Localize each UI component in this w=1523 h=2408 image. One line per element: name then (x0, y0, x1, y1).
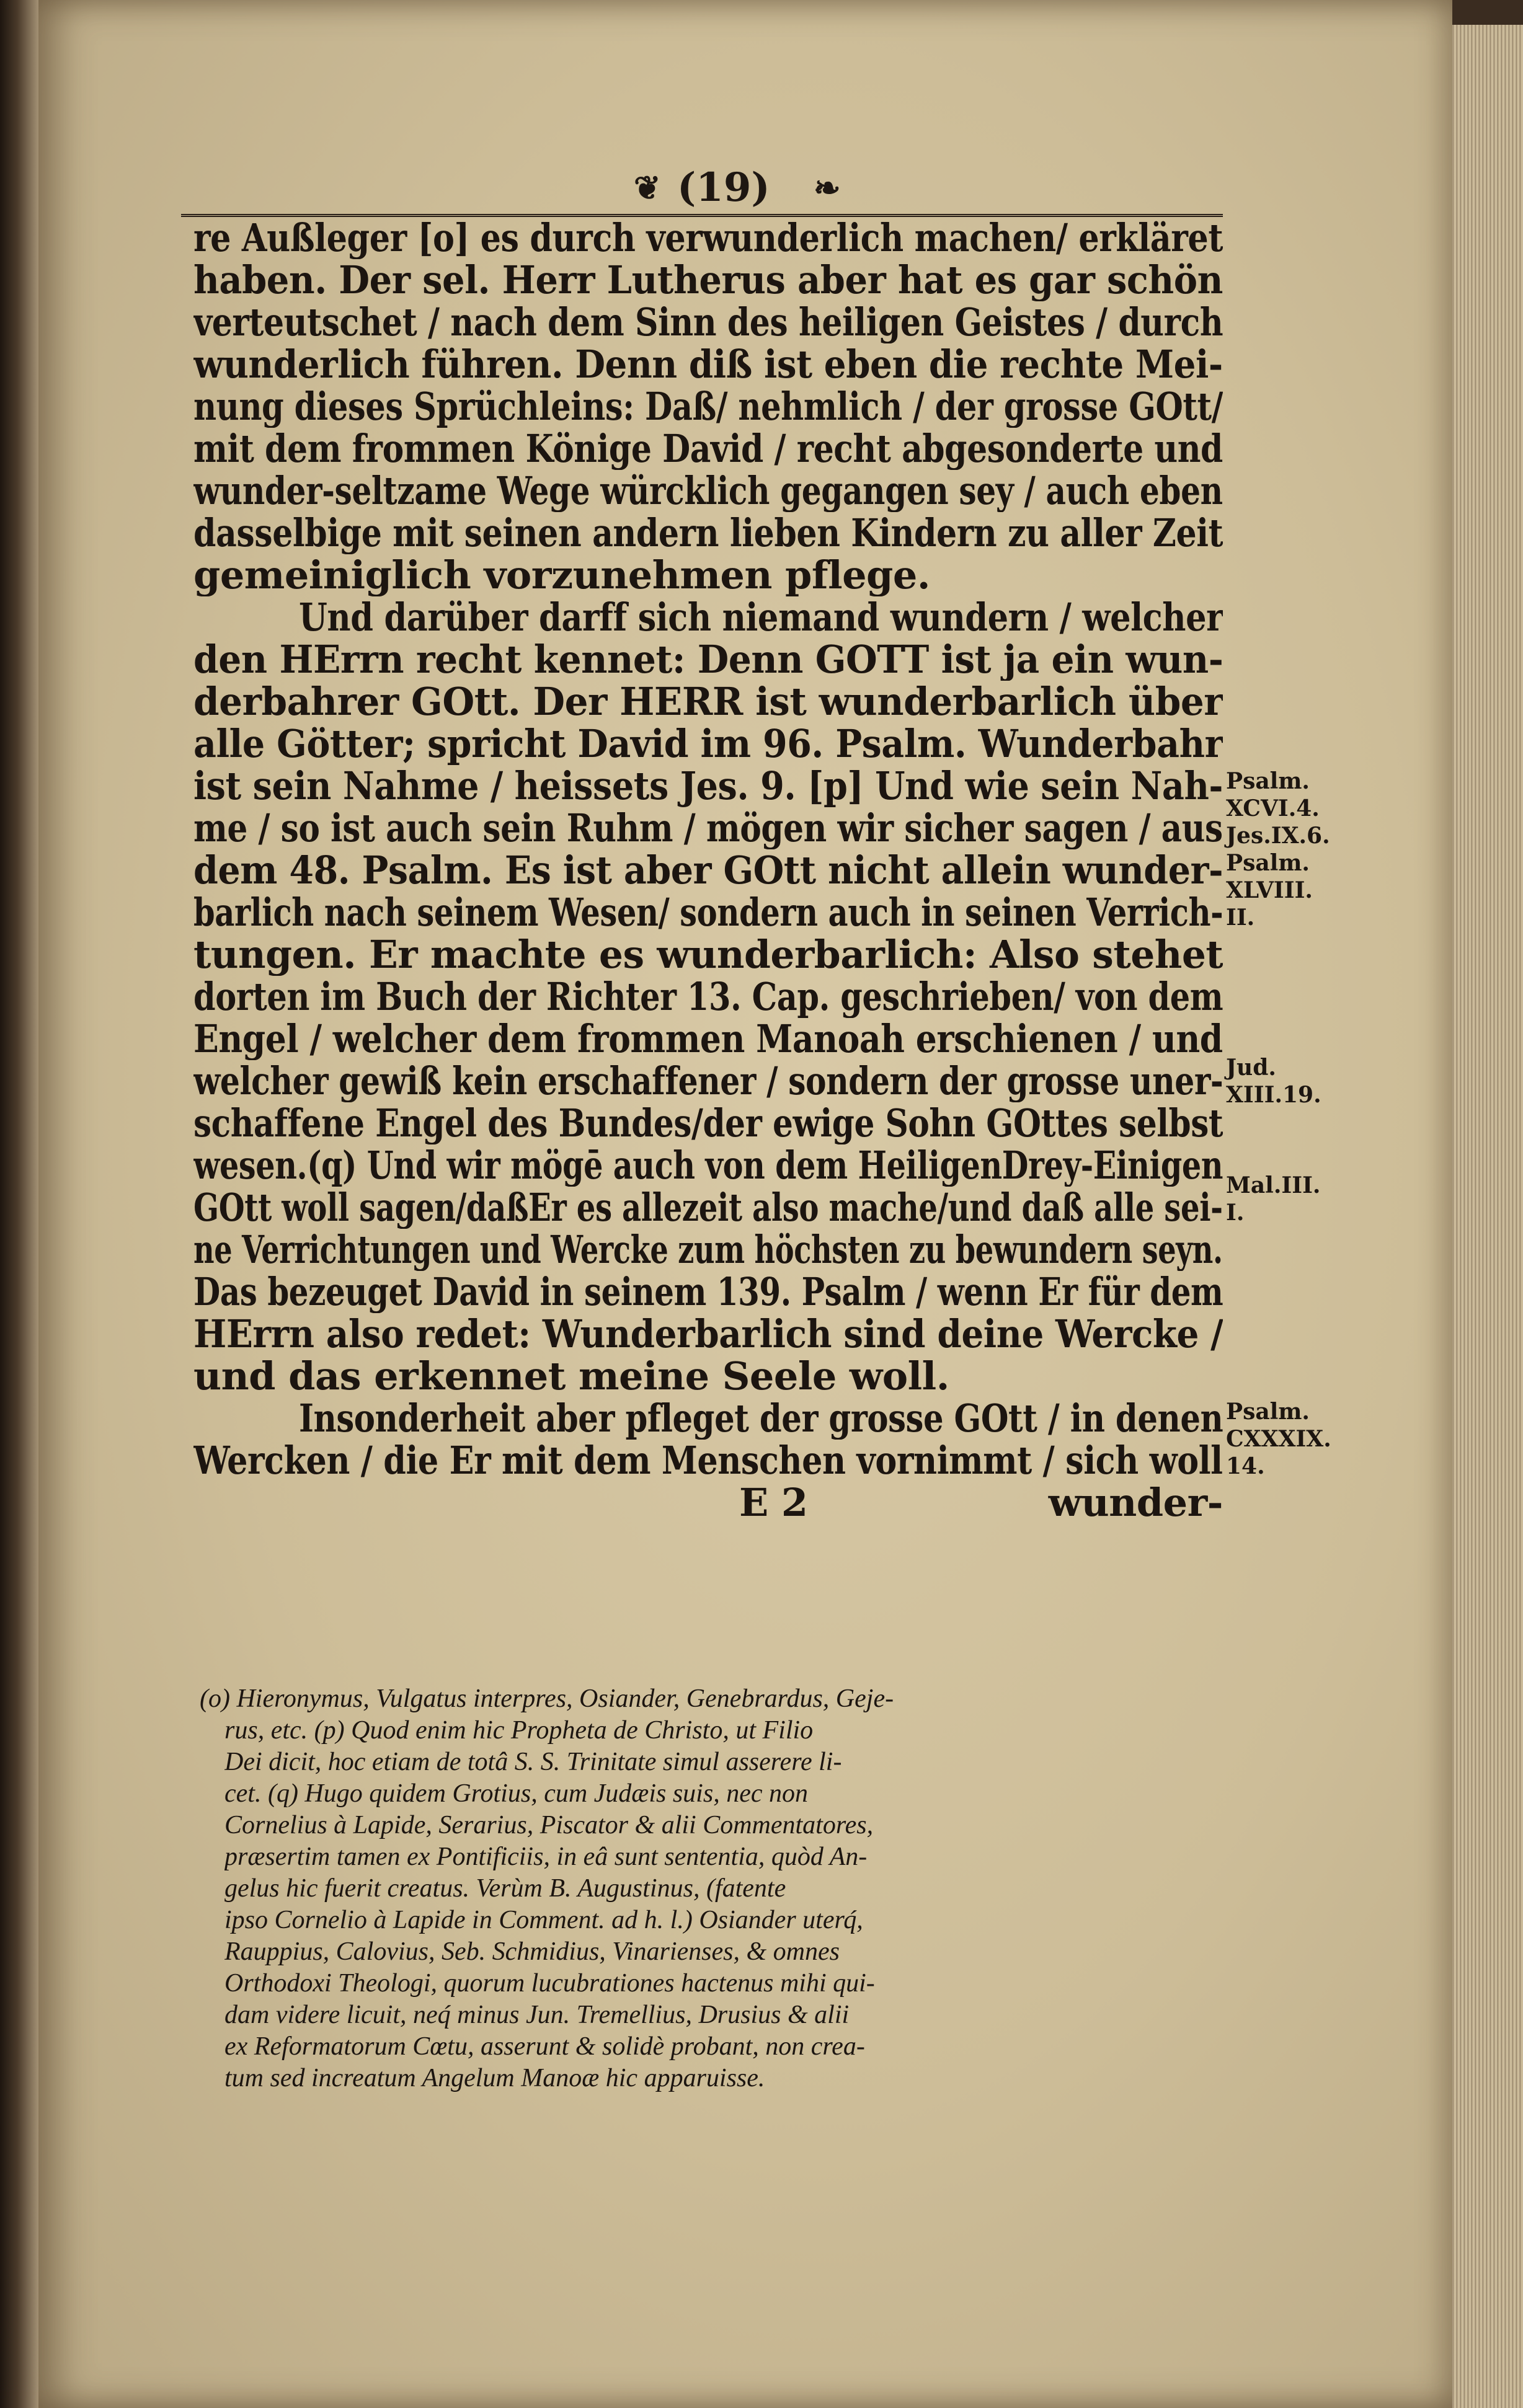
left-page-edge (0, 0, 43, 2408)
text-line: Wercken / die Er mit dem Menschen vornimmt / sich woll (193, 1440, 1223, 1482)
margin-note: 14. (1226, 1453, 1265, 1479)
margin-note: I. (1226, 1200, 1245, 1226)
footnotes (200, 1683, 1192, 2094)
signature-row (193, 1482, 1223, 1524)
footnote-line: ipso Cornelio à Lapide in Comment. ad h. l.) Osiander uterq́, (224, 1906, 863, 1934)
text-line: Insonderheit aber pfleget der grosse GOtt / in denen (299, 1397, 1223, 1440)
text-line: nung dieses Sprüchleins: Daß/ nehmlich / der grosse GOtt/ (193, 386, 1223, 428)
footnote-line: Cornelius à Lapide, Serarius, Piscator & alii Commentatores, (224, 1811, 874, 1839)
catchword: wunder- (1048, 1480, 1223, 1525)
text-line: Engel / welcher dem frommen Manoah erschienen / und (193, 1018, 1223, 1060)
footnote-line: dam videre licuit, neq́ minus Jun. Tremellius, Drusius & alii (224, 2001, 850, 2029)
ornament-right-icon: ❧ (814, 169, 841, 207)
ornament-left-icon: ❦ (634, 169, 661, 207)
text-line: dem 48. Psalm. Es ist aber GOtt nicht allein wunder- (193, 849, 1223, 892)
margin-note: II. (1226, 905, 1255, 931)
text-line: re Außleger [o] es durch verwunderlich machen/ erkläret (193, 217, 1223, 259)
margin-note: Jes.IX.6. (1226, 823, 1330, 849)
text-line: derbahrer GOtt. Der HERR ist wunderbarlich über (193, 681, 1223, 723)
text-line: dorten im Buch der Richter 13. Cap. geschrieben/ von dem (193, 976, 1223, 1018)
margin-note: XLVIII. (1226, 877, 1313, 903)
footnote-line: cet. (q) Hugo quidem Grotius, cum Judæis suis, nec non (224, 1779, 808, 1808)
text-line: ist sein Nahme / heissets Jes. 9. [p] Und wie sein Nah- (193, 765, 1223, 807)
text-line: mit dem frommen Könige David / recht abgesonderte und (193, 428, 1223, 470)
text-line: me / so ist auch sein Ruhm / mögen wir sicher sagen / aus (193, 807, 1223, 849)
text-line: barlich nach seinem Wesen/ sondern auch in seinen Verrich- (193, 892, 1223, 934)
margin-note: Psalm. (1226, 768, 1310, 794)
margin-note: XIII.19. (1226, 1082, 1321, 1108)
margin-note: CXXXIX. (1226, 1426, 1331, 1452)
margin-note: Mal.III. (1226, 1172, 1321, 1198)
page-number: (19) (677, 164, 770, 211)
footnote-line: (o) Hieronymus, Vulgatus interpres, Osiander, Genebrardus, Geje- (200, 1684, 894, 1713)
text-line: dasselbige mit seinen andern lieben Kindern zu aller Zeit (193, 512, 1223, 554)
text-line: Und darüber darff sich niemand wundern / welcher (299, 596, 1223, 639)
text-line: tungen. Er machte es wunderbarlich: Also stehet (193, 934, 1223, 976)
text-line: wesen.(q) Und wir mögē auch von dem HeiligenDrey-Einigen (193, 1144, 1223, 1187)
text-line: HErrn also redet: Wunderbarlich sind deine Wercke / (193, 1313, 1223, 1355)
text-line: und das erkennet meine Seele woll. (193, 1355, 949, 1397)
text-line: welcher gewiß kein erschaffener / sondern der grosse uner- (193, 1060, 1223, 1102)
text-line: alle Götter; spricht David im 96. Psalm. Wunderbahr (193, 723, 1223, 765)
footnote-line: ex Reformatorum Cœtu, asserunt & solidè probant, non crea- (224, 2032, 865, 2061)
text-line: Das bezeuget David in seinem 139. Psalm / wenn Er für dem (193, 1271, 1223, 1313)
footnote-line: Dei dicit, hoc etiam de totâ S. S. Trinitate simul asserere li- (224, 1748, 842, 1776)
text-line: ne Verrichtungen und Wercke zum höchsten zu bewundern seyn. (193, 1229, 1223, 1271)
footnote-line: gelus hic fuerit creatus. Verùm B. Augustinus, (fatente (224, 1874, 786, 1903)
margin-note: Jud. (1226, 1055, 1276, 1081)
text-line: haben. Der sel. Herr Lutherus aber hat es gar schön (193, 259, 1223, 301)
text-line: den HErrn recht kennet: Denn GOTT ist ja ein wun- (193, 639, 1223, 681)
margin-note: Psalm. (1226, 850, 1310, 876)
text-line: wunder-seltzame Wege würcklich gegangen sey / auch eben (193, 470, 1223, 512)
margin-note: Psalm. (1226, 1399, 1310, 1425)
footnote-line: præsertim tamen ex Pontificiis, in eâ sunt sententia, quòd An- (224, 1843, 868, 1871)
text-line: verteutschet / nach dem Sinn des heiligen Geistes / durch (193, 301, 1223, 343)
footnote-line: Orthodoxi Theologi, quorum lucubrationes hactenus mihi qui- (224, 1969, 875, 1998)
margin-note: XCVI.4. (1226, 795, 1320, 821)
main-text (193, 217, 1223, 1524)
text-line: wunderlich führen. Denn diß ist eben die rechte Mei- (193, 343, 1223, 386)
footnote-line: rus, etc. (p) Quod enim hic Propheta de Christo, ut Filio (224, 1716, 814, 1745)
signature-mark: E 2 (739, 1480, 808, 1525)
footnote-line: tum sed increatum Angelum Manoæ hic apparuisse. (224, 2064, 765, 2092)
footnote-line: Rauppius, Calovius, Seb. Schmidius, Vinarienses, & omnes (224, 1937, 840, 1966)
text-line: gemeiniglich vorzunehmen pflege. (193, 554, 930, 596)
text-line: schaffene Engel des Bundes/der ewige Sohn GOttes selbst (193, 1102, 1223, 1144)
text-line: GOtt woll sagen/daßEr es allezeit also mache/und daß alle sei- (193, 1187, 1223, 1229)
running-header (181, 164, 1223, 217)
book-page (38, 0, 1452, 2408)
